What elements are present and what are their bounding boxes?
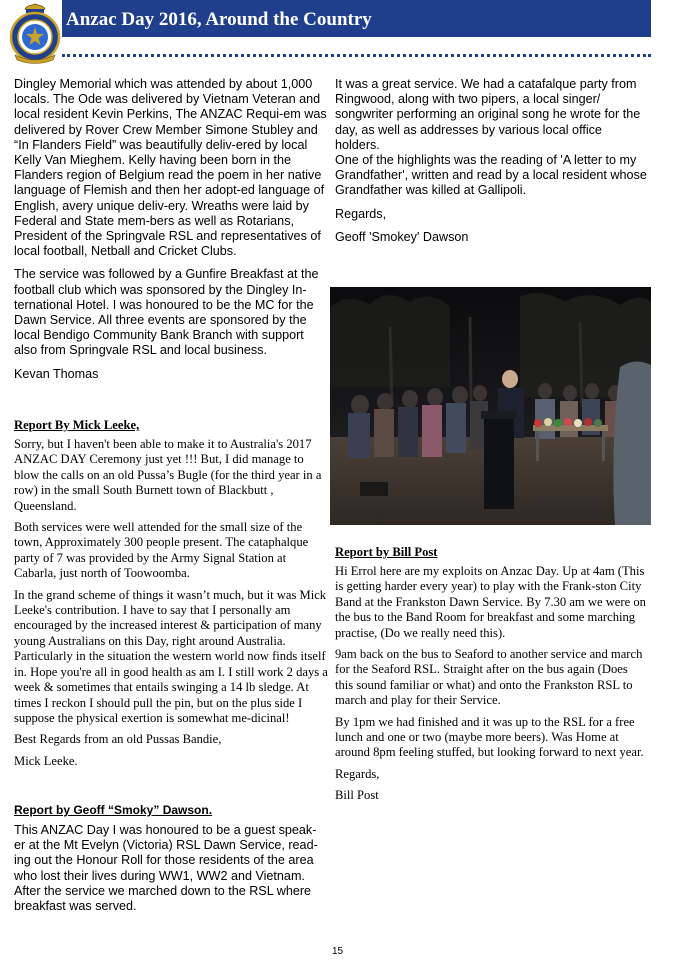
author-signature: Geoff 'Smokey' Dawson <box>335 229 469 244</box>
dawn-service-photo <box>330 287 651 525</box>
article-paragraph: Best Regards from an old Pussas Bandie, <box>14 732 222 747</box>
report-heading-post: Report by Bill Post <box>335 545 438 559</box>
article-paragraph: In the grand scheme of things it wasn’t much, but it was Mick Leeke's contribution. I have to say that I personally am encouraged by the increased interest & participation of many young Australians on this Day, right around Australia. Particularly in the situation the western world now finds itself in. Hope you're all in good health as am I. I still work 2 days a week & sometimes that entails swinging a 14 lb sledge. At times I reckon I should pull the pin, but on the plus side I suppose the physical exertion is somewhat me-dicinal! <box>14 587 328 725</box>
article-paragraph: The service was followed by a Gunfire Breakfast at the football club which was sponsored by the Dingley In-ternational Hotel. I was honoured to be the MC for the Dawn Service. All three events are sponsored by the local Bendigo Community Bank Branch with support also from Springvale RSL and local business. <box>14 267 319 358</box>
report-heading-dawson: Report by Geoff “Smoky” Dawson. <box>14 803 213 817</box>
dawson-report-body <box>14 823 327 914</box>
closing-line: Regards, <box>335 206 387 221</box>
right-column-dawson-cont <box>335 77 647 245</box>
report-heading-leeke: Report By Mick Leeke, <box>14 418 140 432</box>
article-paragraph: It was a great service. We had a catafalque party from Ringwood, along with two pipers, a local singer/ songwriter performing an original song he wrote for the day, as well as addresses by various local office holders. <box>335 77 641 152</box>
page-number: 15 <box>331 946 344 957</box>
closing-line: Regards, <box>335 766 380 781</box>
leeke-report-body <box>14 437 329 769</box>
page-title: Anzac Day 2016, Around the Country <box>66 9 372 30</box>
author-signature: Mick Leeke. <box>14 753 78 768</box>
article-paragraph: This ANZAC Day I was honoured to be a guest speak-er at the Mt Evelyn (Victoria) RSL Dawn Service, read-ing out the Honour Roll for those residents of the area who lost their lives during WW1, WW2 and Vietnam. After the service we marched down to the RSL where breakfast was served. <box>14 823 318 914</box>
author-signature: Bill Post <box>335 788 379 803</box>
article-paragraph: Sorry, but I haven't been able to make it to Australia's 2017 ANZAC DAY Ceremony just yet !!! But, I did manage to blow the calls on an old Pussa’s Bugle (for the third year in a row) in the small South Burnett town of Blackbutt , Queensland. <box>14 437 322 513</box>
article-paragraph: By 1pm we had finished and it was up to the RSL for a free lunch and one or two (maybe more beers). Was Home at around 8pm feeling stuffed, but looking forward to next year. <box>335 714 644 760</box>
article-paragraph: 9am back on the bus to Seaford to another service and march for the Seaford RSL. Straight after on the bus again (Does this sound familiar or what) and onto the Frankston RSL to march and play for their Service. <box>335 647 643 708</box>
association-crest-logo <box>9 3 61 65</box>
article-paragraph: Dingley Memorial which was attended by about 1,000 locals. The Ode was delivered by Vietnam Veteran and local resident Kevin Perkins, The ANZAC Requi-em was delivered by Rover Crew Member Simone Stubley and “In Flanders Field” was beautifully deliv-ered by local Kelly Van Mieghem. Kelly having been born in the Flanders region of Belgium read the poem in her native language of Flemish and then her adopt-ed language of English, avery unique deliv-ery. Wreaths were laid by Federal and State mem-bers as well as Rotarians, President of the Springvale RSL and representatives of local football, Netball and Cricket Clubs. <box>14 77 327 259</box>
header-dotted-divider <box>62 54 651 57</box>
article-paragraph: Hi Errol here are my exploits on Anzac Day. Up at 4am (This is getting harder every year) to play with the Frank-ston City Band at the Frankston Dawn Service. By 7.30 am we were on the bus to the Band Room for breakfast and some marching practise, (Do we really need this). <box>335 564 646 640</box>
author-signature: Kevan Thomas <box>14 366 99 381</box>
article-paragraph: One of the highlights was the reading of 'A letter to my Grandfather', written and read by a local resident whose Grandfather was killed at Gallipoli. <box>335 153 647 198</box>
post-report-body <box>335 564 647 804</box>
left-column-intro <box>14 77 327 382</box>
article-paragraph: Both services were well attended for the small size of the town, Approximately 300 people present. The cataphalque party of 7 was provided by the Army Signal Station at Cabarla, just north of Toowoomba. <box>14 520 309 581</box>
